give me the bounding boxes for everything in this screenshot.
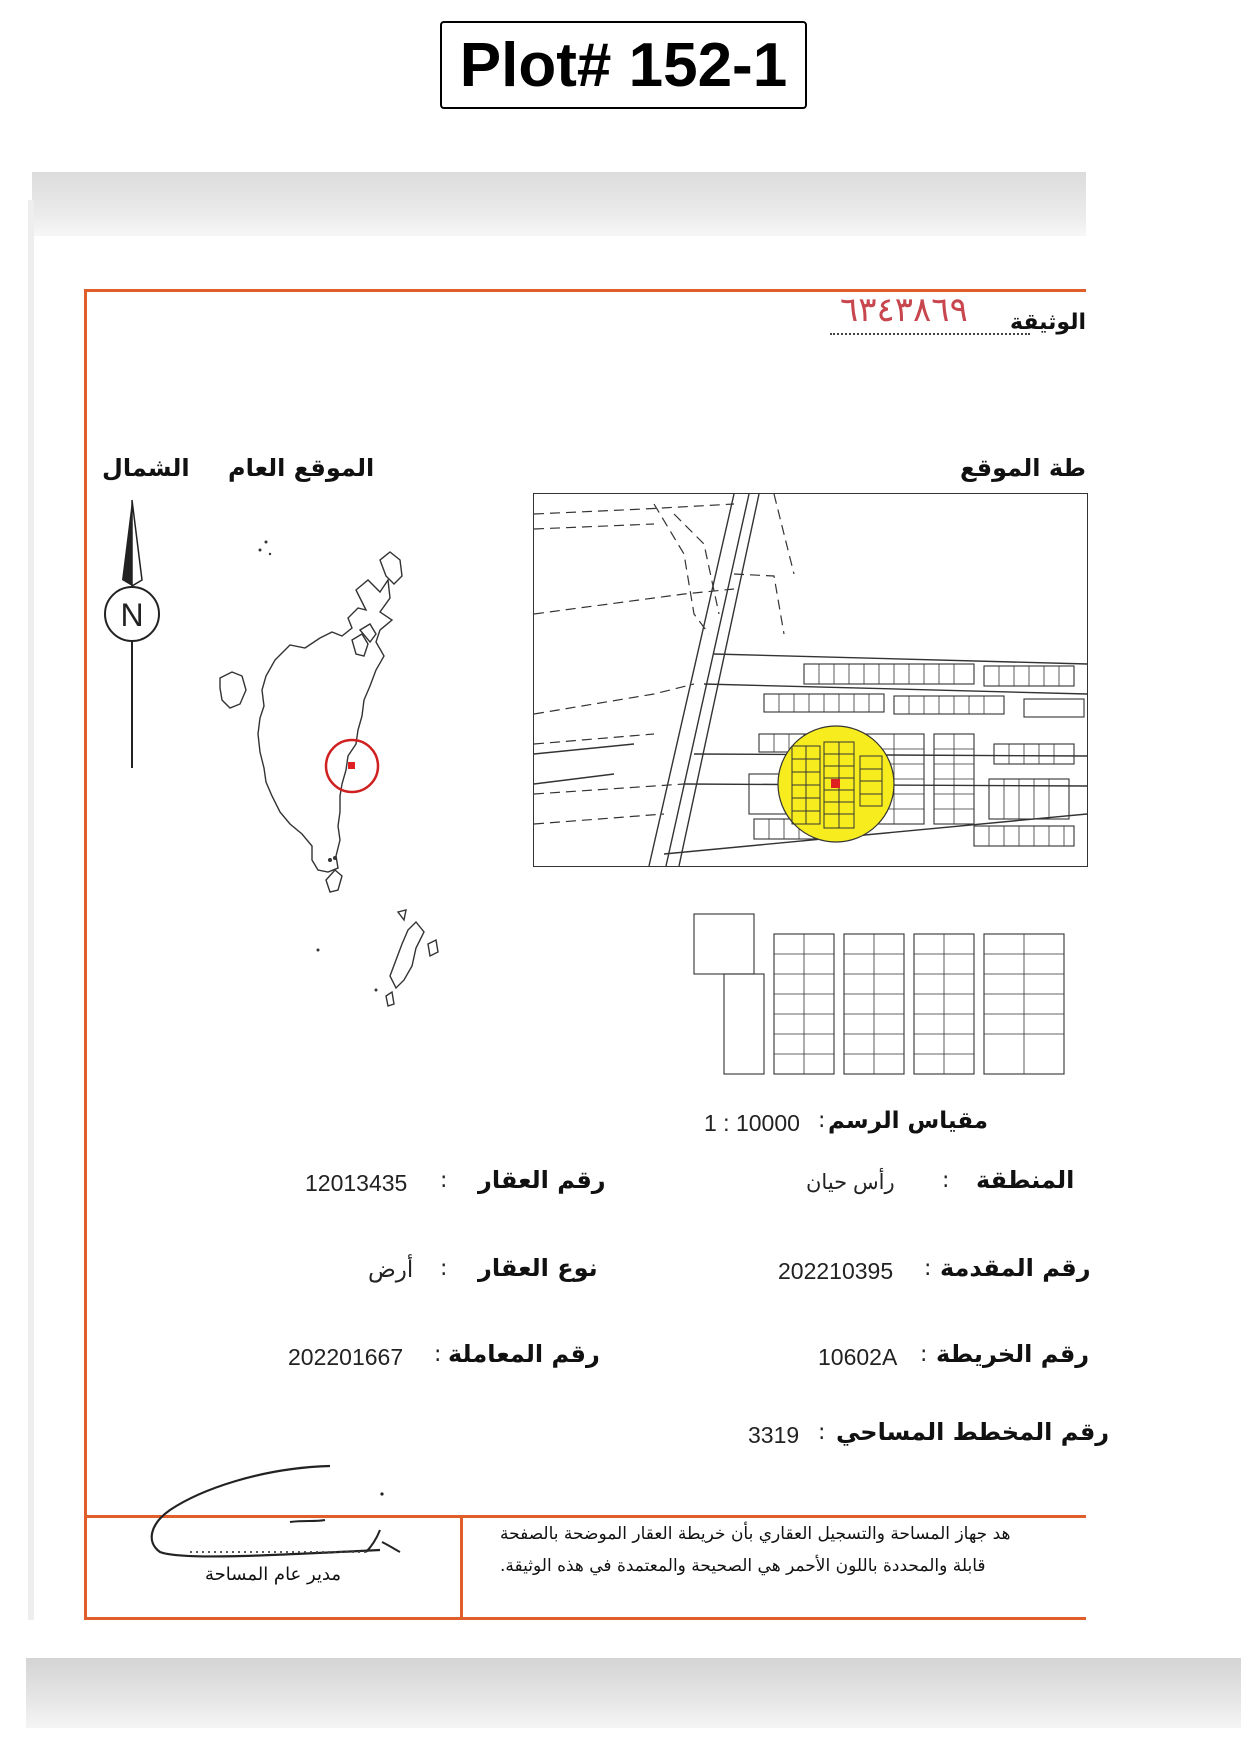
scan-shadow-left: [28, 200, 34, 1620]
frame-footer-divider: [460, 1515, 463, 1617]
doc-number-label: الوثيقة: [1009, 310, 1086, 335]
map-number-value: 10602A: [818, 1344, 898, 1370]
survey-plan-label: رقم المخطط المساحي: [836, 1418, 1110, 1446]
signatory-title: مدير عام المساحة: [205, 1564, 342, 1585]
general-location-label: الموقع العام: [228, 454, 375, 482]
area-value: رأس حيان: [806, 1171, 895, 1194]
certification-line-2: قابلة والمحددة باللون الأحمر هي الصحيحة والمعتمدة في هذه الوثيقة.: [500, 1556, 986, 1576]
scan-shadow-bottom: [26, 1658, 1241, 1728]
north-arrow-icon: [100, 496, 164, 776]
area-label: المنطقة: [976, 1166, 1075, 1194]
property-type-colon: :: [440, 1256, 448, 1281]
transaction-number-value: 202201667: [288, 1344, 404, 1370]
property-number-label: رقم العقار: [478, 1166, 606, 1194]
north-label: الشمال: [102, 454, 190, 482]
survey-plan-value: 3319: [748, 1422, 800, 1448]
frame-left: [84, 289, 87, 1619]
scan-shadow-top: [32, 172, 1086, 236]
transaction-number-label: رقم المعاملة: [448, 1340, 600, 1368]
frame-bottom: [84, 1617, 1086, 1620]
area-colon: :: [942, 1168, 950, 1193]
map-number-colon: :: [920, 1342, 928, 1367]
scale-value: 1 : 10000: [704, 1110, 800, 1136]
scale-label: مقياس الرسم: [828, 1108, 989, 1134]
site-map-label: ط‍ة الموقع: [960, 454, 1086, 482]
application-number-value: 202210395: [778, 1258, 894, 1284]
scale-colon: :: [818, 1108, 826, 1133]
general-location-map: [180, 520, 480, 1050]
property-type-value: أرض: [368, 1256, 414, 1282]
doc-number-handwritten: ٦٣٤٣٨٦٩: [840, 290, 968, 330]
transaction-number-colon: :: [434, 1342, 442, 1367]
signature: [140, 1460, 420, 1570]
property-number-value: 12013435: [305, 1170, 408, 1196]
map-number-label: رقم الخريطة: [936, 1340, 1090, 1368]
application-number-label: رقم المقدمة: [940, 1254, 1091, 1282]
property-number-colon: :: [440, 1168, 448, 1193]
site-map: [533, 493, 1088, 867]
application-number-colon: :: [924, 1256, 932, 1281]
property-type-label: نوع العقار: [478, 1254, 598, 1282]
survey-plan-colon: :: [818, 1420, 826, 1445]
plot-title: Plot# 152-1: [440, 21, 807, 109]
doc-number-dots: [830, 333, 1030, 335]
certification-line-1: هد جهاز المساحة والتسجيل العقاري بأن خريطة العقار الموضحة بالصفحة: [500, 1524, 1011, 1544]
svg-text:N: N: [120, 597, 144, 633]
